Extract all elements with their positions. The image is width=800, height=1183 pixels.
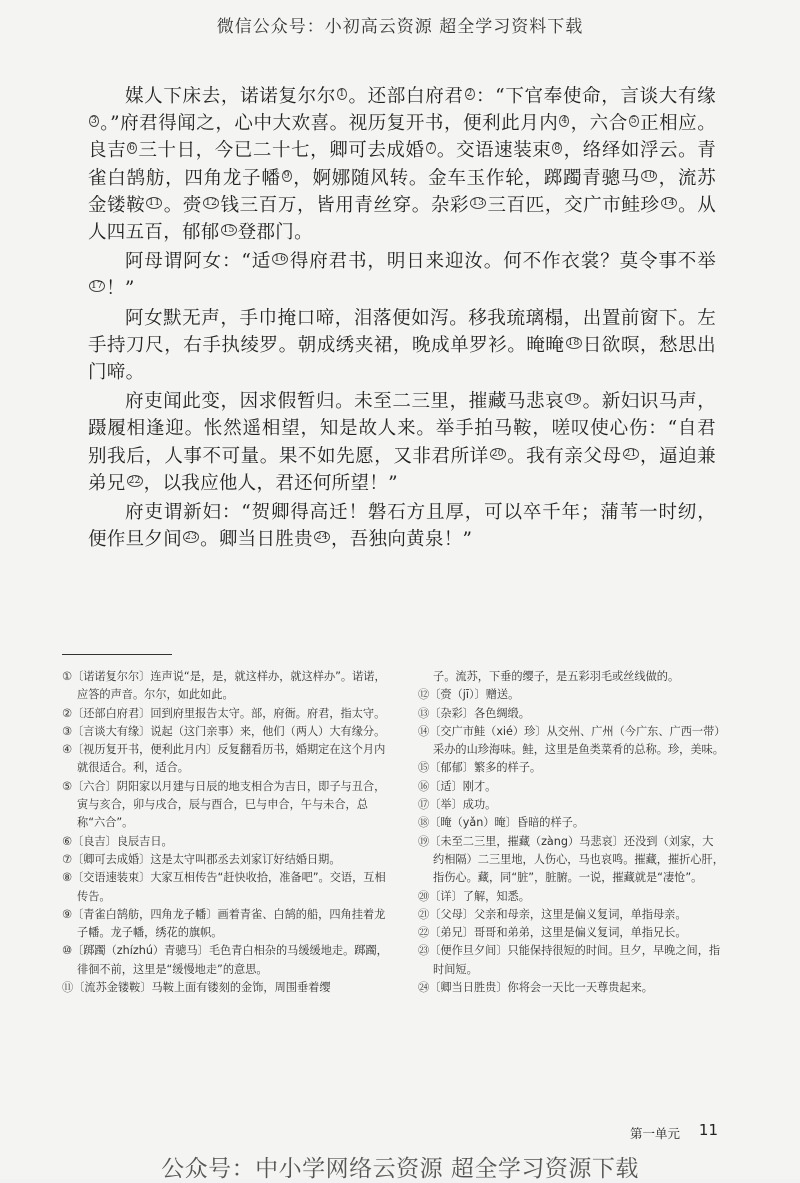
- footnote: ⑯〔适〕刚才。: [418, 779, 497, 793]
- footnote-marker: 20: [491, 448, 504, 459]
- footnote: ⑳〔详〕了解，知悉。: [418, 889, 530, 903]
- footnote: ⑧〔交语速装束〕大家互相传告“赶快收拾，准备吧”。交语，互相传告。: [62, 871, 386, 903]
- footnotes-right-column: [418, 668, 724, 997]
- footnote: ⑤〔六合〕阴阳家以月建与日辰的地支相合为吉日，即子与丑合，寅与亥合，卯与戌合，辰与酉合，巳与申合，午与未合，总称“六合”。: [62, 779, 386, 830]
- footnote: ①〔诺诺复尔尔〕连声说“是，是，就这样办，就这样办”。诺诺，应答的声音。尔尔，如此如此。: [62, 670, 386, 702]
- paragraph: 府吏谓新妇：“贺卿得高迁！磐石方且厚，可以卒千年；蒲苇一时纫，便作旦夕间 $^{23}$ 。卿当日胜贵 $^{24}$ ，吾独向黄泉！”: [88, 502, 716, 551]
- footnote: ④〔视历复开书，便利此月内〕反复翻看历书，婚期定在这个月内就很适合。利，适合。: [62, 743, 386, 775]
- footnote: ⑥〔良吉〕良辰吉日。: [62, 834, 173, 848]
- footnote: ⑦〔卿可去成婚〕这是太守叫郡丞去刘家订好结婚日期。: [62, 852, 341, 866]
- unit-label: 第一单元: [629, 1126, 680, 1141]
- footnote-marker: 16: [274, 254, 287, 265]
- footnote-marker: 15: [222, 225, 235, 236]
- footnote-marker: 9: [283, 170, 290, 181]
- footnote: ⑰〔举〕成功。: [418, 798, 497, 812]
- footnote: ⑩〔踯躅（zhízhú）青骢马〕毛色青白相杂的马缓缓地走。踯躅，徘徊不前，这里是“缓慢地走”的意思。: [62, 944, 388, 976]
- footnotes-left-column: [62, 668, 394, 997]
- footnote-divider: [62, 654, 172, 655]
- footnote: ②〔还部白府君〕回到府里报告太守。部，府衙。府君，指太守。: [62, 706, 386, 720]
- footnote: ㉓〔便作旦夕间〕只能保持很短的时间。旦夕，早晚之间，指时间短。: [418, 944, 721, 976]
- paragraph: 阿母谓阿女：“适 $^{16}$ 得府君书，明日来迎汝。何不作衣裳？莫令事不举$^{17}$ ！”: [91, 251, 716, 300]
- footnote: ⑭〔交广市鲑（xié）珍〕从交州、广州（今广东、广西一带）采办的山珍海味。鲑，这里是鱼类菜肴的总称。珍，美味。: [418, 724, 724, 757]
- footnote-marker: 24: [315, 532, 328, 543]
- footnote-marker: 5: [630, 116, 637, 127]
- page-number: 11: [698, 1121, 718, 1139]
- footnote-continuation: 子。流苏，下垂的缨子，是五彩羽毛或丝线做的。: [433, 670, 680, 683]
- paragraph: 媒人下床去，诺诺复尔尔 $^1$ 。还部白府君 $^2$ ：“下官奉使命，言谈大有缘$^3$ 。”府君得闻之，心中大欢喜。视历复开书，便利此月内 $^4$ ，六合 $^5$ 正相应。良吉 $^6$ 三十日，今已二十七，卿可去成婚 $^7$ 。交语速装束 $^8$ ，络绎如浮云。青雀白鹄舫，四角龙子幡 $^9$ ，婀娜随风转。金车玉作轮，踯躅青骢马 $^{10}$ ，流苏金镂鞍 $^{11}$ 。赍 $^{12}$ 钱三百万，皆用青丝穿。杂彩 $^{13}$ 三百匹，交广市鲑珍 $^{14}$ 。从人四五百，郁郁 $^{15}$ 登郡门。: [88, 86, 717, 244]
- footnote: ⑮〔郁郁〕繁多的样子。: [418, 761, 542, 775]
- footnote-marker: 14: [662, 197, 675, 208]
- footnote: ㉔〔卿当日胜贵〕你将会一天比一天尊贵起来。: [418, 981, 653, 995]
- footnote: ㉑〔父母〕父亲和母亲，这里是偏义复词，单指母亲。: [418, 907, 687, 921]
- footnote-marker: 1: [339, 89, 346, 99]
- footnote-marker: 3: [91, 116, 98, 127]
- footnote-marker: 22: [128, 475, 141, 486]
- footnote: ③〔言谈大有缘〕说起（这门亲事）来，他们（两人）大有缘分。: [62, 724, 386, 738]
- header-watermark: 微信公众号：小初高云资源 超全学习资料下载: [216, 17, 584, 37]
- footnote: ⑲〔未至二三里，摧藏（zàng）马悲哀〕还没到（刘家，大约相隔）二三里地，人伤心，马也哀鸣。摧藏，摧折心肝，指伤心。藏，同“脏”，脏腑。一说，摧藏就是“凄怆”。: [418, 834, 724, 885]
- footnote: ⑬〔杂彩〕各色绸缎。: [418, 706, 530, 720]
- footnote-marker: 13: [472, 197, 485, 208]
- paragraph: 府吏闻此变，因求假暂归。未至二三里，摧藏马悲哀 $^{19}$ 。新妇识马声，蹑履相逢迎。怅然遥相望，知是故人来。举手拍马鞍，嗟叹使心伤：“自君别我后，人事不可量。果不如先愿，又非君所详 $^{20}$ 。我有亲父母 $^{21}$ ，逼迫兼弟兄 $^{22}$ ，以我应他人，君还何所望！”: [88, 391, 716, 494]
- footnote-marker: 7: [427, 143, 434, 154]
- footnote-marker: 23: [185, 532, 198, 543]
- footnote: ⑪〔流苏金镂鞍〕马鞍上面有镂刻的金饰，周围垂着缨: [62, 981, 331, 995]
- footnote: ⑱〔晻（yǎn）晻〕昏暗的样子。: [418, 816, 585, 830]
- footnote-marker: 2: [466, 89, 473, 99]
- footnote-marker: 18: [567, 337, 580, 348]
- paragraph: 阿女默无声，手巾掩口啼，泪落便如泻。移我琉璃榻，出置前窗下。左手持刀尺，右手执绫罗。朝成绣夹裙，晚成单罗衫。晻晻 $^{18}$ 日欲暝，愁思出门啼。: [88, 307, 716, 384]
- footnote-marker: 17: [91, 281, 104, 292]
- footnote-marker: 19: [567, 394, 580, 405]
- footnote-marker: 6: [129, 143, 136, 154]
- footer-watermark: 公众号：中小学网络云资源 超全学习资源下载: [161, 1156, 639, 1182]
- footnote-marker: 8: [554, 143, 561, 154]
- footnote-marker: 4: [561, 116, 568, 127]
- main-text: [88, 83, 716, 555]
- footnote-marker: 12: [205, 197, 218, 208]
- footnote: ⑨〔青雀白鹄舫，四角龙子幡〕画着青雀、白鹄的船，四角挂着龙子幡。龙子幡，绣花的旗帜。: [62, 907, 386, 940]
- footnote-marker: 11: [148, 197, 161, 208]
- footnote: ⑫〔赍（jī）〕赠送。: [418, 688, 520, 702]
- footnote-marker: 21: [624, 448, 637, 459]
- footnote-marker: 10: [643, 170, 656, 181]
- footnote: ㉒〔弟兄〕哥哥和弟弟，这里是偏义复词，单指兄长。: [418, 926, 687, 940]
